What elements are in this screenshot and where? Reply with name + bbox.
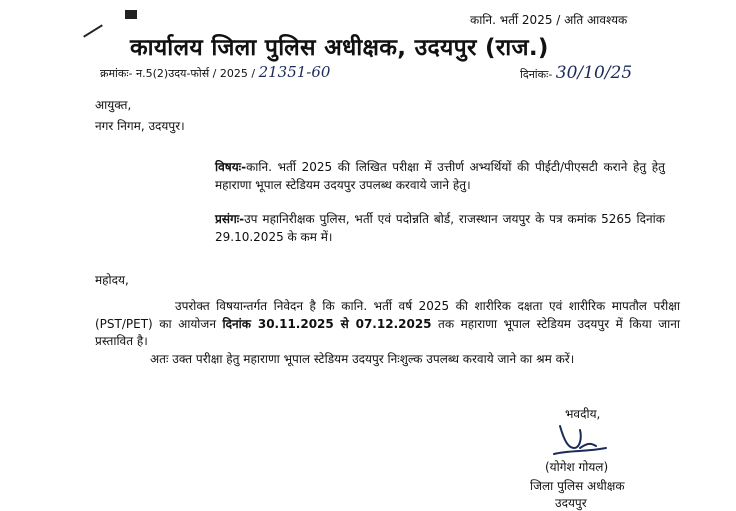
office-title: कार्यालय जिला पुलिस अधीक्षक, उदयपुर (राज.) xyxy=(130,35,549,61)
addressee-office: नगर निगम, उदयपुर। xyxy=(95,119,185,133)
salutation: महोदय, xyxy=(95,273,129,287)
reference-number-label: क्रमांकः- न.5(2)उदय-फोर्स / 2025 / xyxy=(100,67,259,80)
signatory-name: (योगेश गोयल) xyxy=(545,460,609,474)
closing: भवदीय, xyxy=(565,407,601,421)
body-paragraph-1 xyxy=(95,298,680,351)
reference-label: प्रसंगः- xyxy=(215,212,245,226)
reference-number-handwritten: 21351-60 xyxy=(258,63,331,81)
subject-label: विषयः- xyxy=(215,160,247,174)
priority-note: कानि. भर्ती 2025 / अति आवश्यक xyxy=(470,13,628,27)
subject-text: कानि. भर्ती 2025 की लिखित परीक्षा में उत्तीर्ण अभ्यर्थियों की पीईटी/पीएसटी कराने हेतु हेतु महाराणा भूपाल स्टेडियम उदयपुर उपलब्ध करवाये जाने हेतु। xyxy=(215,160,665,192)
punch-mark xyxy=(125,10,137,19)
body-paragraph-2: अतः उक्त परीक्षा हेतु महाराणा भूपाल स्टेडियम उदयपुर निःशुल्क उपलब्ध करवाये जाने का श्रम करें। xyxy=(150,352,575,366)
handwritten-signature xyxy=(550,418,610,458)
addressee-title: आयुक्त, xyxy=(95,98,132,112)
reference-number xyxy=(100,63,330,81)
reference-block xyxy=(215,211,665,246)
letter-date-handwritten: 30/10/25 xyxy=(555,63,633,83)
letter-date-label: दिनांकः- xyxy=(520,68,556,81)
subject-block xyxy=(215,159,665,194)
reference-text: उप महानिरीक्षक पुलिस, भर्ती एवं पदोन्नति बोर्ड, राजस्थान जयपुर के पत्र कमांक 5265 दिनांक 29.10.2025 के कम में। xyxy=(215,212,665,244)
exam-dates: दिनांक 30.11.2025 से 07.12.2025 xyxy=(222,316,432,331)
signatory-city: उदयपुर xyxy=(555,496,587,510)
signatory-designation: जिला पुलिस अधीक्षक xyxy=(530,479,625,493)
letter-date xyxy=(520,63,632,83)
body-paragraph-1-start: उपरोक्त विषयान्तर्गत निवेदन है कि कानि. भर्ती वर्ष 2025 की शारीरिक दक्षता एवं शारीरिक मापतौल परीक्षा (PST/PET) का आयोजन xyxy=(95,299,680,331)
pen-mark xyxy=(83,24,103,37)
body-paragraph-1-end: तक महाराणा भूपाल स्टेडियम उदयपुर में किया जाना प्रस्तावित है। xyxy=(95,316,680,348)
